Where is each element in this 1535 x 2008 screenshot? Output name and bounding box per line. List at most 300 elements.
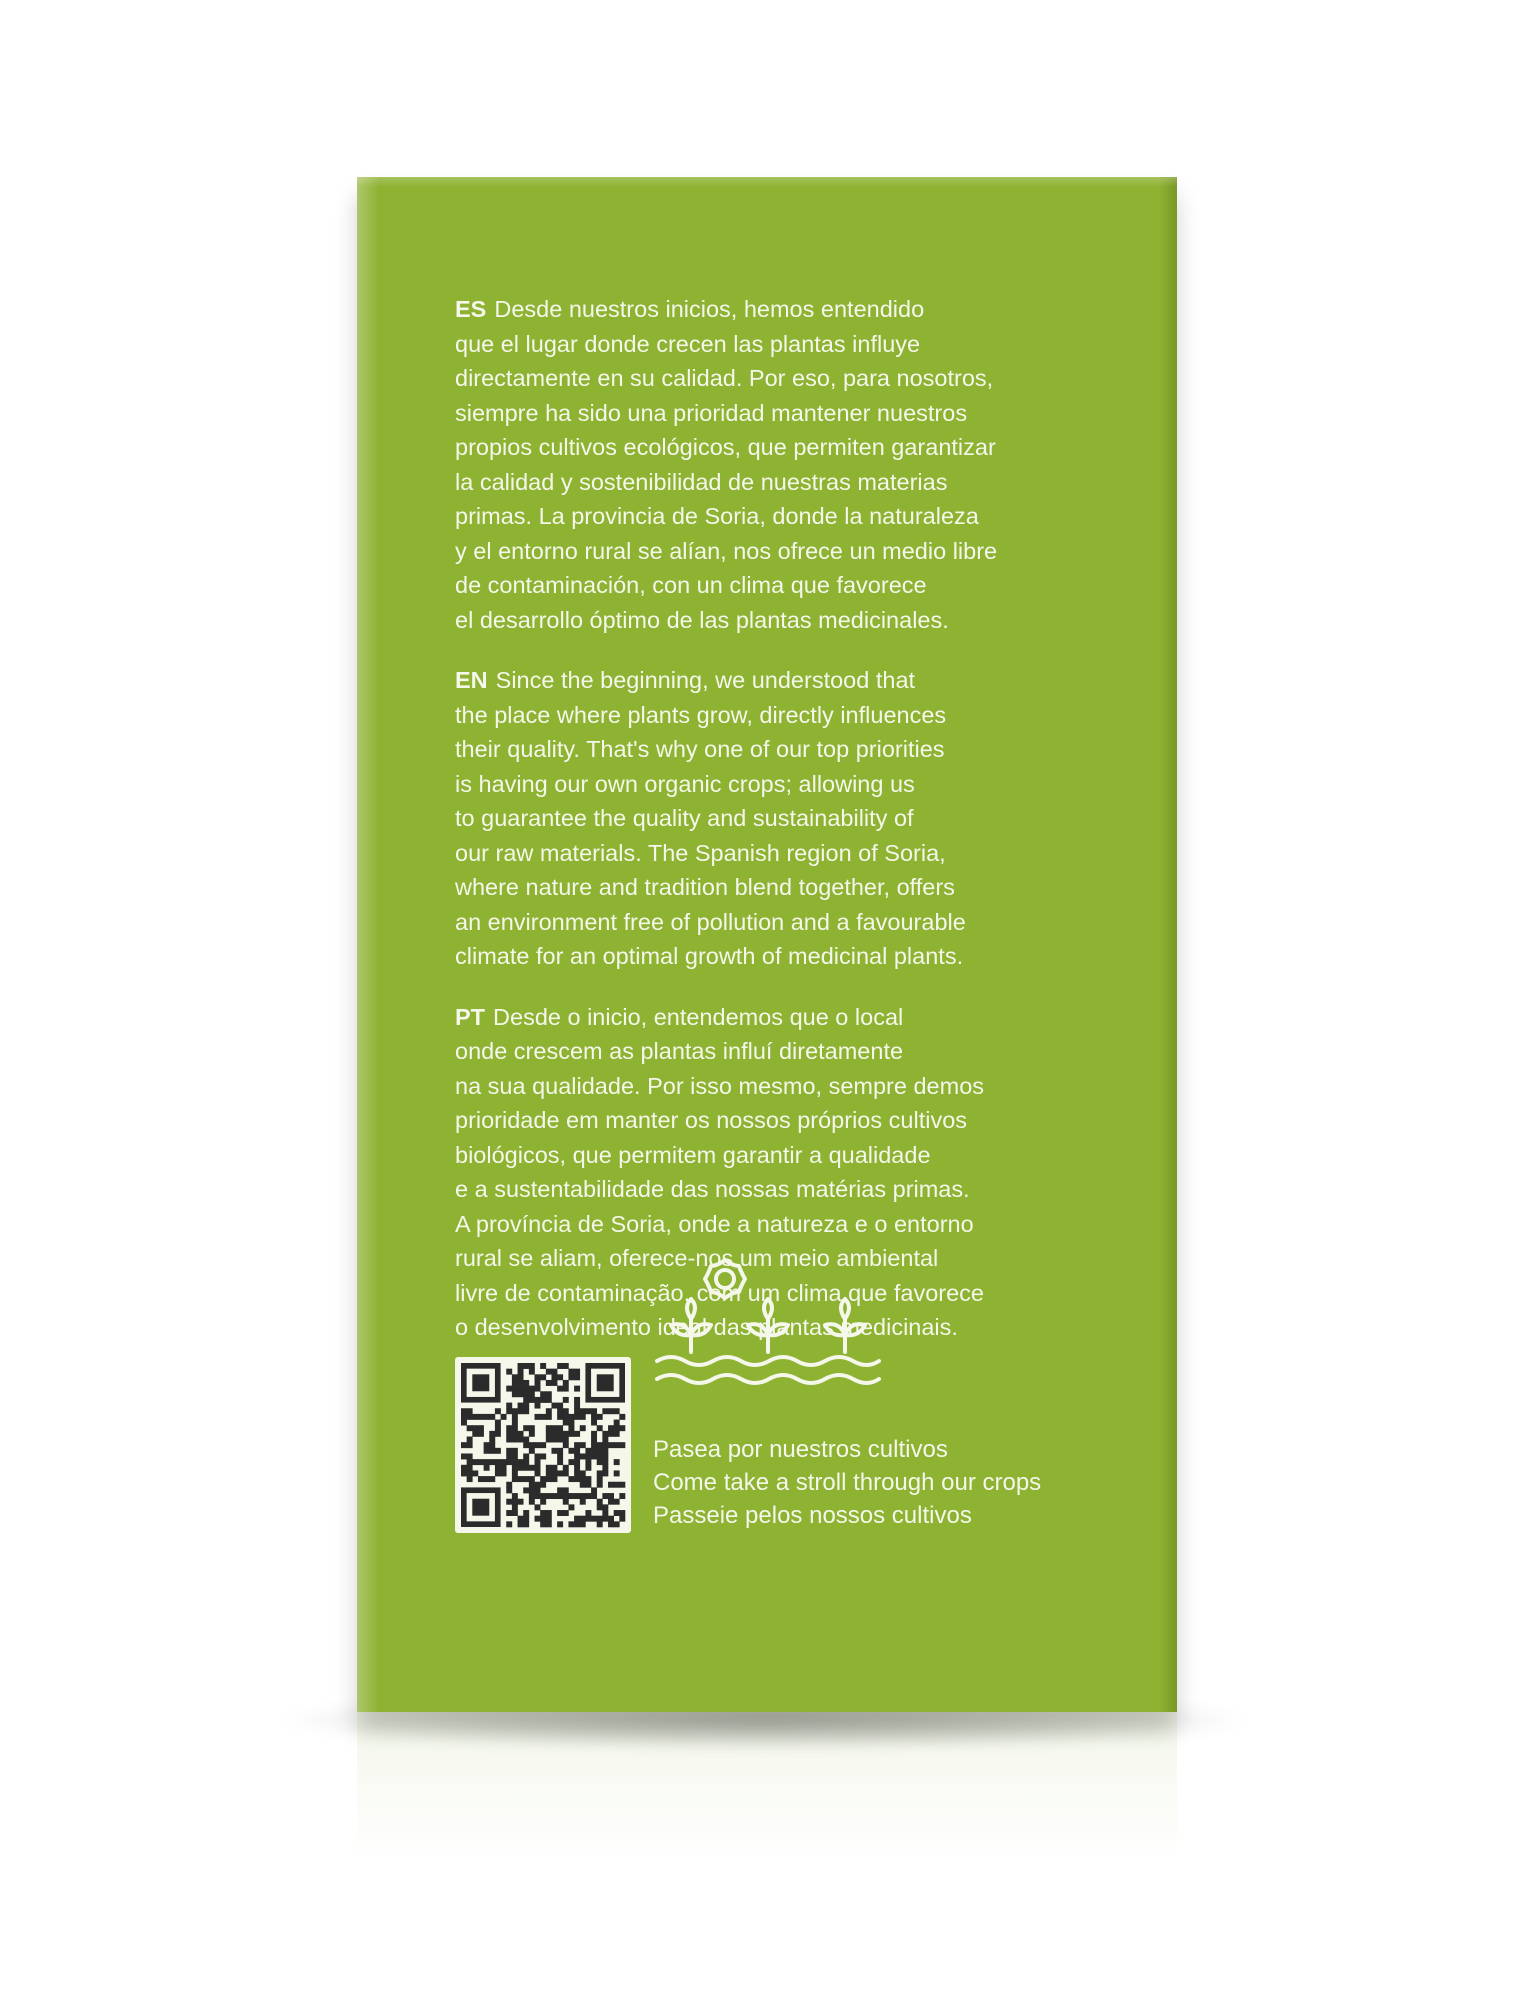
qr-module — [546, 1465, 552, 1471]
qr-module — [495, 1459, 501, 1465]
qr-module — [512, 1414, 518, 1420]
qr-module — [614, 1470, 620, 1476]
qr-module — [563, 1487, 569, 1493]
qr-module — [574, 1493, 580, 1499]
qr-module — [484, 1476, 490, 1482]
qr-module — [512, 1493, 518, 1499]
qr-module — [495, 1408, 501, 1414]
qr-module — [557, 1403, 563, 1409]
section-es-text: Desde nuestros inicios, hemos entendido que el lugar donde crecen las plantas influye directamente en su calidad. Por eso, para nosotros, siempre ha sido una prioridad mantener nuestros propios cultivos ecológicos, que permiten garantizar la calidad y sostenibilidad de nuestras materias primas. La provincia de Soria, donde la naturaleza y el entorno rural se alían, nos ofrece un medio libre de contaminación, con un clima que favorece el desarrollo óptimo de las plantas medicinales. — [455, 296, 998, 633]
qr-module — [518, 1363, 524, 1369]
qr-module — [568, 1420, 574, 1426]
qr-module — [518, 1391, 524, 1397]
qr-module — [529, 1442, 535, 1448]
qr-module — [557, 1374, 563, 1380]
qr-module — [518, 1499, 524, 1505]
qr-module — [495, 1448, 501, 1454]
qr-module — [535, 1397, 541, 1403]
qr-module — [614, 1521, 620, 1527]
qr-module — [574, 1521, 580, 1527]
qr-module — [512, 1391, 518, 1397]
qr-module — [535, 1493, 541, 1499]
footer-line-en: Come take a stroll through our crops — [653, 1469, 1042, 1496]
qr-module — [546, 1391, 552, 1397]
qr-module — [563, 1408, 569, 1414]
qr-module — [478, 1431, 484, 1437]
qr-module — [512, 1470, 518, 1476]
qr-module — [597, 1476, 603, 1482]
qr-module — [489, 1437, 495, 1443]
crops-visit-text — [653, 1433, 1041, 1532]
qr-module — [557, 1363, 563, 1369]
qr-module — [597, 1521, 603, 1527]
qr-module — [506, 1386, 512, 1392]
qr-module — [580, 1425, 586, 1431]
qr-module — [568, 1374, 574, 1380]
qr-module — [563, 1510, 569, 1516]
qr-module — [557, 1437, 563, 1443]
qr-module — [501, 1459, 507, 1465]
qr-module — [506, 1448, 512, 1454]
qr-module — [523, 1380, 529, 1386]
qr-module — [614, 1482, 620, 1488]
qr-module — [467, 1453, 473, 1459]
qr-module — [597, 1414, 603, 1420]
qr-module — [472, 1425, 478, 1431]
qr-module — [529, 1482, 535, 1488]
qr-module — [557, 1431, 563, 1437]
qr-module — [614, 1442, 620, 1448]
qr-module — [557, 1521, 563, 1527]
qr-module — [478, 1425, 484, 1431]
qr-module — [597, 1470, 603, 1476]
qr-module — [523, 1521, 529, 1527]
qr-module — [568, 1476, 574, 1482]
qr-module — [591, 1437, 597, 1443]
qr-module — [557, 1493, 563, 1499]
qr-module — [529, 1448, 535, 1454]
qr-module — [518, 1386, 524, 1392]
qr-module — [523, 1408, 529, 1414]
qr-module — [467, 1465, 473, 1471]
qr-code-icon[interactable] — [455, 1357, 631, 1533]
qr-module — [489, 1442, 495, 1448]
qr-module — [529, 1425, 535, 1431]
qr-module — [574, 1516, 580, 1522]
qr-module — [535, 1380, 541, 1386]
qr-module — [535, 1482, 541, 1488]
qr-module — [563, 1470, 569, 1476]
qr-module — [580, 1453, 586, 1459]
qr-module — [529, 1465, 535, 1471]
qr-module — [529, 1431, 535, 1437]
qr-module — [506, 1408, 512, 1414]
qr-module — [580, 1414, 586, 1420]
qr-module — [597, 1374, 614, 1391]
qr-module — [597, 1499, 603, 1505]
qr-module — [540, 1391, 546, 1397]
qr-module — [501, 1470, 507, 1476]
qr-module — [489, 1459, 495, 1465]
qr-module — [518, 1459, 524, 1465]
qr-module — [591, 1453, 597, 1459]
qr-module — [546, 1476, 552, 1482]
qr-module — [557, 1453, 563, 1459]
qr-module — [591, 1420, 597, 1426]
qr-module — [597, 1459, 603, 1465]
qr-module — [523, 1465, 529, 1471]
qr-module — [540, 1521, 546, 1527]
qr-module — [608, 1521, 614, 1527]
section-es — [455, 292, 1095, 637]
qr-module — [523, 1442, 529, 1448]
lang-code-pt: PT — [455, 1003, 486, 1030]
qr-module — [580, 1476, 586, 1482]
qr-module — [563, 1499, 569, 1505]
qr-code-graphic — [455, 1357, 631, 1533]
qr-module — [619, 1510, 625, 1516]
qr-module — [602, 1437, 608, 1443]
qr-module — [478, 1459, 484, 1465]
qr-module — [495, 1470, 501, 1476]
footer-line-pt: Passeie pelos nossos cultivos — [653, 1502, 972, 1529]
lang-code-es: ES — [455, 296, 487, 322]
qr-module — [472, 1414, 478, 1420]
qr-module — [608, 1482, 614, 1488]
qr-module — [574, 1386, 580, 1392]
qr-module — [585, 1465, 591, 1471]
qr-module — [501, 1414, 507, 1420]
qr-module — [506, 1403, 512, 1409]
qr-module — [619, 1516, 625, 1522]
qr-module — [467, 1459, 473, 1465]
qr-module — [467, 1408, 473, 1414]
qr-module — [563, 1465, 569, 1471]
qr-module — [461, 1470, 467, 1476]
qr-module — [563, 1493, 569, 1499]
qr-module — [619, 1425, 625, 1431]
qr-module — [478, 1476, 484, 1482]
qr-module — [546, 1493, 552, 1499]
qr-module — [608, 1431, 614, 1437]
qr-module — [484, 1414, 490, 1420]
qr-module — [546, 1397, 552, 1403]
qr-module — [551, 1476, 557, 1482]
qr-module — [585, 1459, 591, 1465]
qr-module — [551, 1380, 557, 1386]
qr-module — [551, 1470, 557, 1476]
qr-module — [506, 1510, 512, 1516]
qr-module — [614, 1499, 620, 1505]
qr-module — [546, 1425, 552, 1431]
qr-module — [461, 1442, 467, 1448]
qr-module — [467, 1476, 473, 1482]
qr-module — [495, 1425, 501, 1431]
footer-block — [455, 1357, 1095, 1597]
qr-module — [540, 1414, 546, 1420]
qr-module — [574, 1414, 580, 1420]
qr-module — [523, 1510, 529, 1516]
qr-module — [529, 1397, 535, 1403]
box-reflection — [357, 1712, 1177, 1862]
qr-module — [512, 1420, 518, 1426]
qr-module — [467, 1442, 473, 1448]
qr-module — [512, 1465, 518, 1471]
qr-module — [557, 1470, 563, 1476]
qr-module — [585, 1448, 591, 1454]
qr-module — [574, 1369, 580, 1375]
qr-module — [523, 1391, 529, 1397]
qr-module — [614, 1459, 620, 1465]
qr-module — [529, 1391, 535, 1397]
qr-module — [518, 1374, 524, 1380]
qr-module — [602, 1448, 608, 1454]
qr-module — [608, 1408, 614, 1414]
qr-module — [535, 1516, 541, 1522]
qr-module — [506, 1437, 512, 1443]
qr-module — [557, 1386, 563, 1392]
qr-module — [518, 1521, 524, 1527]
product-box-back — [357, 177, 1177, 1712]
qr-module — [602, 1408, 608, 1414]
qr-module — [535, 1403, 541, 1409]
qr-module — [546, 1510, 552, 1516]
qr-module — [568, 1459, 574, 1465]
box-left-edge — [357, 177, 379, 1712]
qr-module — [506, 1499, 512, 1505]
qr-module — [614, 1425, 620, 1431]
lang-code-en: EN — [455, 667, 488, 693]
qr-module — [518, 1408, 524, 1414]
qr-module — [535, 1465, 541, 1471]
qr-module — [540, 1499, 546, 1505]
qr-module — [585, 1476, 591, 1482]
qr-module — [591, 1442, 597, 1448]
qr-module — [512, 1437, 518, 1443]
qr-module — [484, 1465, 490, 1471]
qr-module — [529, 1386, 535, 1392]
qr-module — [602, 1459, 608, 1465]
qr-module — [568, 1448, 574, 1454]
qr-module — [523, 1386, 529, 1392]
qr-module — [591, 1431, 597, 1437]
qr-module — [568, 1521, 574, 1527]
qr-module — [495, 1420, 501, 1426]
qr-module — [546, 1437, 552, 1443]
qr-module — [518, 1476, 524, 1482]
qr-module — [591, 1487, 597, 1493]
qr-module — [597, 1482, 603, 1488]
qr-module — [495, 1465, 501, 1471]
qr-module — [512, 1504, 518, 1510]
qr-module — [535, 1470, 541, 1476]
qr-module — [535, 1442, 541, 1448]
qr-module — [574, 1374, 580, 1380]
qr-module — [467, 1414, 473, 1420]
qr-module — [472, 1374, 489, 1391]
qr-module — [557, 1487, 563, 1493]
qr-module — [512, 1448, 518, 1454]
qr-module — [580, 1482, 586, 1488]
qr-module — [614, 1420, 620, 1426]
qr-module — [467, 1425, 473, 1431]
qr-module — [619, 1442, 625, 1448]
qr-module — [614, 1510, 620, 1516]
qr-module — [551, 1437, 557, 1443]
qr-module — [580, 1493, 586, 1499]
qr-module — [535, 1459, 541, 1465]
qr-module — [546, 1516, 552, 1522]
qr-module — [467, 1470, 473, 1476]
qr-module — [563, 1437, 569, 1443]
qr-module — [489, 1414, 495, 1420]
qr-module — [574, 1453, 580, 1459]
qr-module — [580, 1408, 586, 1414]
qr-module — [608, 1493, 614, 1499]
qr-module — [495, 1431, 501, 1437]
qr-module — [478, 1414, 484, 1420]
qr-module — [563, 1431, 569, 1437]
qr-module — [540, 1374, 546, 1380]
qr-module — [523, 1363, 529, 1369]
qr-module — [602, 1504, 608, 1510]
qr-module — [602, 1510, 608, 1516]
qr-module — [546, 1380, 552, 1386]
qr-module — [472, 1431, 478, 1437]
qr-module — [551, 1403, 557, 1409]
qr-module — [518, 1465, 524, 1471]
qr-module — [619, 1414, 625, 1420]
qr-module — [546, 1369, 552, 1375]
qr-module — [574, 1431, 580, 1437]
qr-module — [585, 1482, 591, 1488]
qr-module — [563, 1414, 569, 1420]
qr-module — [614, 1408, 620, 1414]
qr-module — [540, 1482, 546, 1488]
qr-module — [568, 1504, 574, 1510]
qr-module — [512, 1476, 518, 1482]
qr-module — [557, 1448, 563, 1454]
qr-module — [602, 1470, 608, 1476]
qr-module — [597, 1425, 603, 1431]
qr-module — [506, 1425, 512, 1431]
qr-module — [512, 1453, 518, 1459]
footer-line-es: Pasea por nuestros cultivos — [653, 1436, 948, 1463]
qr-module — [535, 1453, 541, 1459]
qr-module — [574, 1408, 580, 1414]
qr-module — [506, 1487, 512, 1493]
qr-module — [489, 1431, 495, 1437]
qr-module — [540, 1397, 546, 1403]
qr-module — [580, 1516, 586, 1522]
qr-module — [551, 1369, 557, 1375]
qr-module — [512, 1459, 518, 1465]
qr-module — [523, 1397, 529, 1403]
qr-module — [540, 1493, 546, 1499]
qr-module — [523, 1487, 529, 1493]
qr-module — [472, 1459, 478, 1465]
qr-module — [540, 1442, 546, 1448]
qr-module — [506, 1431, 512, 1437]
qr-module — [563, 1386, 569, 1392]
qr-module — [512, 1510, 518, 1516]
qr-module — [568, 1425, 574, 1431]
qr-module — [602, 1442, 608, 1448]
qr-module — [506, 1459, 512, 1465]
qr-module — [563, 1397, 569, 1403]
qr-module — [585, 1453, 591, 1459]
qr-module — [518, 1516, 524, 1522]
qr-module — [574, 1448, 580, 1454]
section-pt-text: Desde o inicio, entendemos que o local onde crescem as plantas influí diretamente na sua qualidade. Por isso mesmo, sempre demos prioridade em manter os nossos próprios cultivos biológicos, que permitem garantir a qualidade e a sustentabilidade das nossas matérias primas. A província de Soria, onde a natureza e o entorno rural se aliam, oferece-nos um meio ambiental livre de contaminação, com um clima que favorece o desenvolvimento ideal das plantas medicinais. — [455, 1003, 985, 1340]
qr-module — [540, 1476, 546, 1482]
qr-module — [472, 1499, 489, 1516]
qr-module — [580, 1470, 586, 1476]
qr-module — [608, 1442, 614, 1448]
qr-module — [597, 1448, 603, 1454]
box-right-edge — [1159, 177, 1177, 1712]
qr-module — [546, 1431, 552, 1437]
qr-module — [512, 1408, 518, 1414]
qr-module — [523, 1425, 529, 1431]
qr-module — [551, 1374, 557, 1380]
qr-module — [597, 1442, 603, 1448]
qr-module — [512, 1386, 518, 1392]
qr-module — [574, 1470, 580, 1476]
qr-module — [529, 1499, 535, 1505]
qr-module — [506, 1482, 512, 1488]
qr-module — [602, 1465, 608, 1471]
qr-module — [489, 1448, 495, 1454]
qr-module — [546, 1408, 552, 1414]
description-text-block — [455, 292, 1095, 1371]
qr-module — [619, 1493, 625, 1499]
qr-module — [484, 1442, 490, 1448]
qr-module — [574, 1397, 580, 1403]
qr-module — [529, 1493, 535, 1499]
qr-module — [546, 1521, 552, 1527]
qr-module — [602, 1516, 608, 1522]
qr-module — [472, 1470, 478, 1476]
qr-module — [557, 1425, 563, 1431]
qr-module — [585, 1408, 591, 1414]
qr-module — [574, 1476, 580, 1482]
qr-module — [563, 1380, 569, 1386]
qr-module — [614, 1431, 620, 1437]
qr-module — [467, 1437, 473, 1443]
qr-module — [568, 1414, 574, 1420]
qr-module — [523, 1403, 529, 1409]
qr-module — [535, 1487, 541, 1493]
qr-module — [551, 1425, 557, 1431]
qr-module — [557, 1408, 563, 1414]
qr-module — [518, 1431, 524, 1437]
qr-module — [501, 1465, 507, 1471]
qr-module — [529, 1369, 535, 1375]
qr-module — [619, 1482, 625, 1488]
qr-module — [489, 1476, 495, 1482]
qr-module — [585, 1516, 591, 1522]
qr-module — [461, 1465, 467, 1471]
qr-module — [506, 1521, 512, 1527]
qr-module — [597, 1453, 603, 1459]
qr-module — [591, 1493, 597, 1499]
qr-module — [557, 1459, 563, 1465]
qr-module — [580, 1499, 586, 1505]
qr-module — [518, 1403, 524, 1409]
qr-module — [512, 1425, 518, 1431]
qr-module — [602, 1493, 608, 1499]
